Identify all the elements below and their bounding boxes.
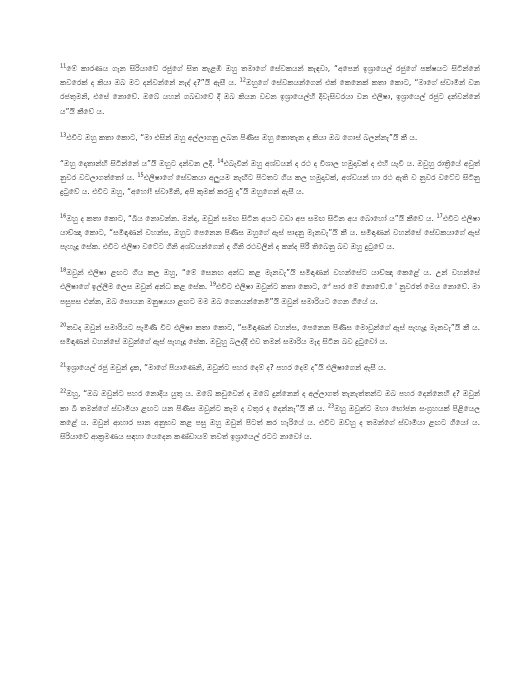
verse-number: 18 xyxy=(60,267,67,274)
verse-text: එලිෂාගේ සේවකයා අලුයම නැඟිට පිටතට ගිය කල හමුදාවක්, අශ්වයන් හා රථ ඇති ව නුවර වටේට සිටිනු දුටුවේ ය. එවිට ඔහු, “අහෝ! ස්වාමීනි, අපි කුමක් කරමු ද”යි ඔහුගෙන් ඇසී ය. xyxy=(60,173,480,197)
verse-number: 20 xyxy=(60,322,67,329)
verse-text: ඔහු, “ඔබ ඔවුන්ට පහර නොදිය යුතු ය. ඔබේ කඩුවෙන් ද ඔබේ දුන්නෙන් ද අල්ලාගත් තැනැත්තන්ට ඔබ පහර දෙන්නෙහි ද? ඔවුන් කා බී තමන්ගේ ස්වාමියා ළඟට යන පිණිස ඔවුන්ට කෑම ද වතුර ද දෙන්නැ”යි කී ය. xyxy=(60,389,480,413)
paragraph xyxy=(60,212,480,255)
verse-number: 23 xyxy=(327,403,335,410)
paragraph xyxy=(60,157,480,200)
verse-text: එබැවින් ඔහු අශ්වයන් ද රථ ද විශාල හමුදාවක් ද එහි යැවී ය. ඔවුහු රාත්‍රියේ අවුත් නුවර වටලාගත්තෝ ය. xyxy=(60,159,481,183)
verse-text: එවිට එලිෂා යාච්ඤා කොට, “සමිඳාණන් වහන්ස, ඔහුට පෙනෙන පිණිස ඔහුගේ ඇස් පාදනු මැනවැ”යි කී ය. සමිඳාණන් වහන්සේ සේවකයාගේ ඇස් පැහැදූ සේක. එවිට එලිෂා වටේට ගිනි අශ්වයන්ගෙන් ද ගිනි රථවලින් ද කන්ද පිරී තිබෙනු බව ඔහු දුටුවේ ය. xyxy=(60,213,480,252)
verse-number: 19 xyxy=(209,281,217,288)
document-page xyxy=(60,62,480,444)
verse-text: එවිට එලිෂා ඔවුන්ට කතා කොට, “ේ පාර මේ නොවේ. ේ නුවරත් මෙය නොවේ. මා පසුපස එන්න, ඔබ සොයන මනුෂ්‍යයා ළඟට මම ඔබ ගෙනයන්නෙමි”යි ඔවුන් සමාරියට ගෙන ගියේ ය. xyxy=(60,282,480,306)
verse-number: 13 xyxy=(60,132,67,139)
verse-number: 15 xyxy=(137,172,144,179)
verse-number: 16 xyxy=(60,213,67,220)
verse-number: 17 xyxy=(436,213,443,220)
verse-text: ඉශ්‍රායෙල් රජු ඔවුන් දැක, “මාගේ පියාණෙනි, ඔවුන්ට පහර දෙම් ද? පහර දෙම් ද”යි එලිෂාගෙන් ඇසී ය. xyxy=(66,363,387,373)
verse-number: 21 xyxy=(60,362,67,369)
paragraph xyxy=(60,131,480,145)
paragraph xyxy=(60,321,480,349)
verse-number: 11 xyxy=(60,63,67,70)
verse-text: ඔහු ඔවුන්ට මහා භෝජන සංග්‍රහයක් පිළියෙල කළේ ය. ඔවුන් ආහාර පාන අනුභව කළ පසු ඔහු ඔවුන් පිටත් කර හැරියේ ය. එවිට ඔව්හු ද තමන්ගේ ස්වාමියා ළඟට ගියෝ ය. සිරියාවේ ආක්‍රමණය සඳහා යෙදෙන කණ්ඩායම් තවත් ඉශ්‍රායෙල් රටට නාවෝ ය. xyxy=(60,403,481,442)
verse-text: ඔහුගේ සේවකයන්ගෙන් එක් කෙනෙක් කතා කොට, “මාගේ ස්වාමීන් වන රජතුමනි, එසේ නොවේ. ඔබේ යහන් ගබඩාවේ දී ඔබ කියන වචන ඉශ්‍රායෙල්හි දිවැසිවරයා වන එලිෂා, ඉශ්‍රායෙල් රජුට දන්වන්නේ ය”යි කීවේ ය. xyxy=(60,78,480,116)
verse-number: 12 xyxy=(239,77,246,84)
paragraph xyxy=(60,387,480,444)
verse-text: ඔවුන් එලිෂා ළඟට ගිය කල ඔහු, “මේ සෙනඟ අන්ධ කළ මැනවැ”යි සමිඳාණන් වහන්සේට යාච්ඤා කෙළේ ය. උන් වහන්සේ එලිෂාගේ ඉල්ලීම ලෙස ඔවුන් අන්ධ කළ සේක. xyxy=(60,268,480,292)
verse-number: 22 xyxy=(60,388,67,395)
verse-text: මේ කාරණය ගැන සිරියාවේ රජුගේ සිත කැළඹී ඔහු තමාගේ සේවකයන් කැඳවා, “අපෙන් ඉශ්‍රායෙල් රජුගේ පක්ෂයට සිටින්නේ කවරෙක් ද කියා ඔබ මට දන්වන්නේ නැද් ද?”යි ඇසී ය. xyxy=(60,64,480,88)
verse-text: එවිට ඔහු කතා කොට, “මා එසින් ඔහු අල්ලාගනු ලබන පිණිස ඔහු කොතැන ද කියා ඔබ ගොස් බලන්නැ”යි කී ය. xyxy=(66,132,418,142)
verse-number: 14 xyxy=(217,158,224,165)
paragraph xyxy=(60,62,480,119)
paragraph xyxy=(60,361,480,375)
verse-text: “ඔහු දොතාන්හි සිටින්නේ ය”යි ඔහුට දන්වන ලදි. xyxy=(60,159,218,169)
verse-text: ඔහු ද කතා කොට, “බිය නොවන්න. මන්ද, ඔවුන් සමඟ සිටින අයට වඩා අප සමඟ සිටින අය බොහෝ ය”යි කීවේ ය. xyxy=(66,213,437,223)
paragraph xyxy=(60,266,480,309)
verse-text: තවද ඔවුන් සමාරියට පැමිණි විට එලිෂා කතා කොට, “සමිඳාණන් වහන්ස, පෙනෙන පිණිස මොවුන්ගේ ඇස් පැහැදූ මැනවැ”යි කී ය. සමිඳාණන් වහන්සේ ඔවුන්ගේ ඇස් පැහැදූ සේක. ඔවුහු බලද්දී එව තමන් සමාරිය මැද සිටින බව දුටුවෝ ය. xyxy=(60,322,480,347)
